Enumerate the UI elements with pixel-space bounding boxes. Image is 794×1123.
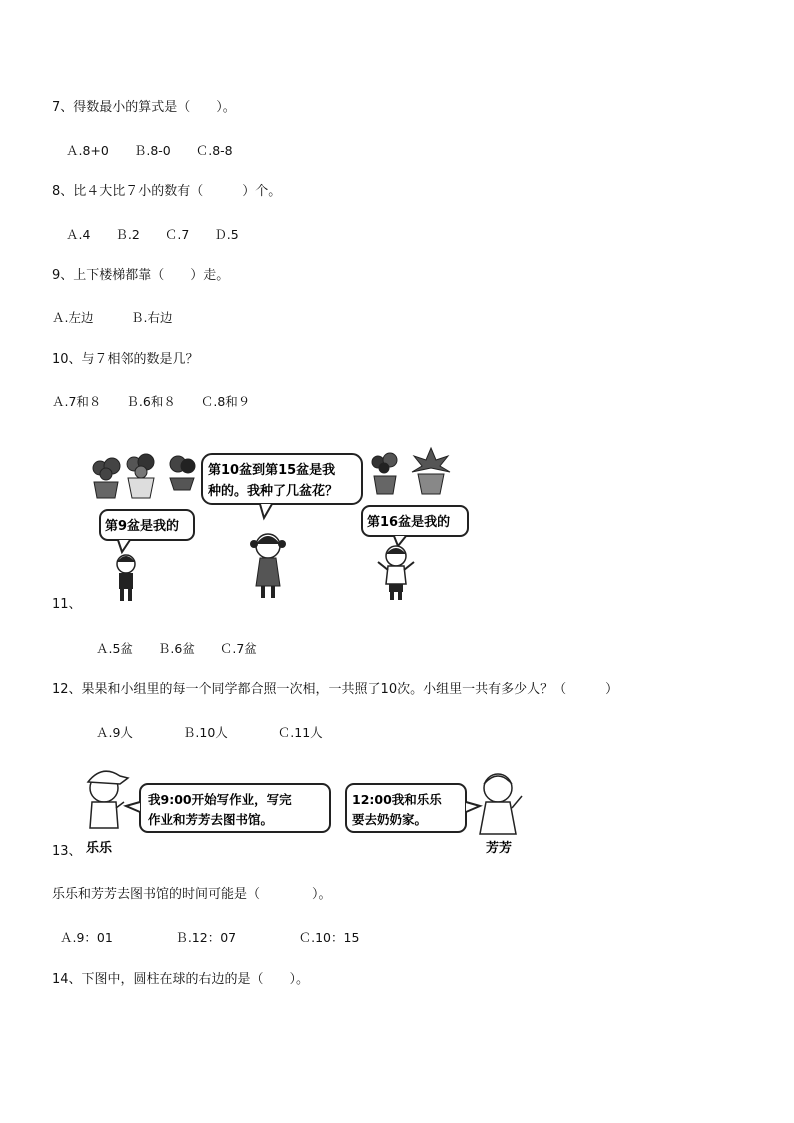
bubble-fangfang-line2: 要去奶奶家。 (352, 812, 428, 827)
bubble-fangfang-line1: 12:00我和乐乐 (352, 792, 442, 807)
boy-icon (378, 546, 414, 600)
question-14-stem: 14、下图中，圆柱在球的右边的是（ ）。 (52, 972, 310, 987)
name-lele: 乐乐 (86, 841, 113, 856)
question-7-options: Ａ.8+0 Ｂ.8-0 Ｃ.8-8 (66, 143, 233, 158)
bubble-left-text: 第9盆是我的 (105, 519, 180, 534)
flowerpot-kids-illustration (88, 446, 480, 606)
question-13-options: Ａ.9：01 Ｂ.12：07 Ｃ.10：15 (60, 930, 360, 945)
bubble-middle-line2: 种的。我种了几盆花？ (208, 484, 339, 499)
question-9-stem: 9、上下楼梯都靠（ ）走。 (52, 268, 230, 283)
flowerpot-icon (412, 448, 450, 494)
bubble-middle-line1: 第10盆到第15盆是我 (208, 463, 336, 478)
bubble-right-text: 第16盆是我的 (367, 515, 451, 530)
flowerpot-icon (93, 458, 120, 498)
question-10-stem: 10、与７相邻的数是几？ (52, 352, 199, 367)
flowerpot-icon (127, 454, 154, 498)
question-10-options: Ａ.7和８ Ｂ.6和８ Ｃ.8和９ (52, 394, 251, 409)
bubble-lele-line1: 我9:00开始写作业，写完 (148, 792, 292, 807)
girl-icon (480, 774, 522, 834)
speech-bubble-right (362, 506, 468, 546)
speech-bubble-lele (126, 784, 330, 832)
flowerpot-icon (372, 453, 397, 494)
question-11-options: Ａ.5盆 Ｂ.6盆 Ｃ.7盆 (96, 641, 257, 656)
flowerpot-icon (170, 456, 195, 490)
question-11-number: 11、 (52, 597, 82, 612)
boy-icon (117, 555, 135, 601)
question-7-stem: 7、得数最小的算式是（ ）。 (52, 100, 236, 115)
question-12-options: Ａ.9人 Ｂ.10人 Ｃ.11人 (96, 725, 323, 740)
question-13-stem: 乐乐和芳芳去图书馆的时间可能是（ ）。 (52, 887, 332, 902)
lele-fangfang-illustration (80, 762, 530, 860)
question-12-stem: 12、果果和小组里的每一个同学都合照一次相，一共照了10次。小组里一共有多少人？（ ） (52, 682, 619, 697)
speech-bubble-fangfang (346, 784, 480, 832)
name-fangfang: 芳芳 (486, 841, 513, 856)
bubble-lele-line2: 作业和芳芳去图书馆。 (148, 812, 274, 827)
question-13-number: 13、 (52, 844, 82, 859)
question-9-options: Ａ.左边 Ｂ.右边 (52, 310, 173, 325)
speech-bubble-middle (202, 454, 362, 518)
question-8-options: Ａ.4 Ｂ.2 Ｃ.7 Ｄ.5 (66, 227, 239, 242)
question-8-stem: 8、比４大比７小的数有（ ）个。 (52, 184, 282, 199)
girl-icon (250, 534, 286, 598)
boy-with-cap-icon (88, 771, 128, 828)
speech-bubble-left (100, 510, 194, 552)
